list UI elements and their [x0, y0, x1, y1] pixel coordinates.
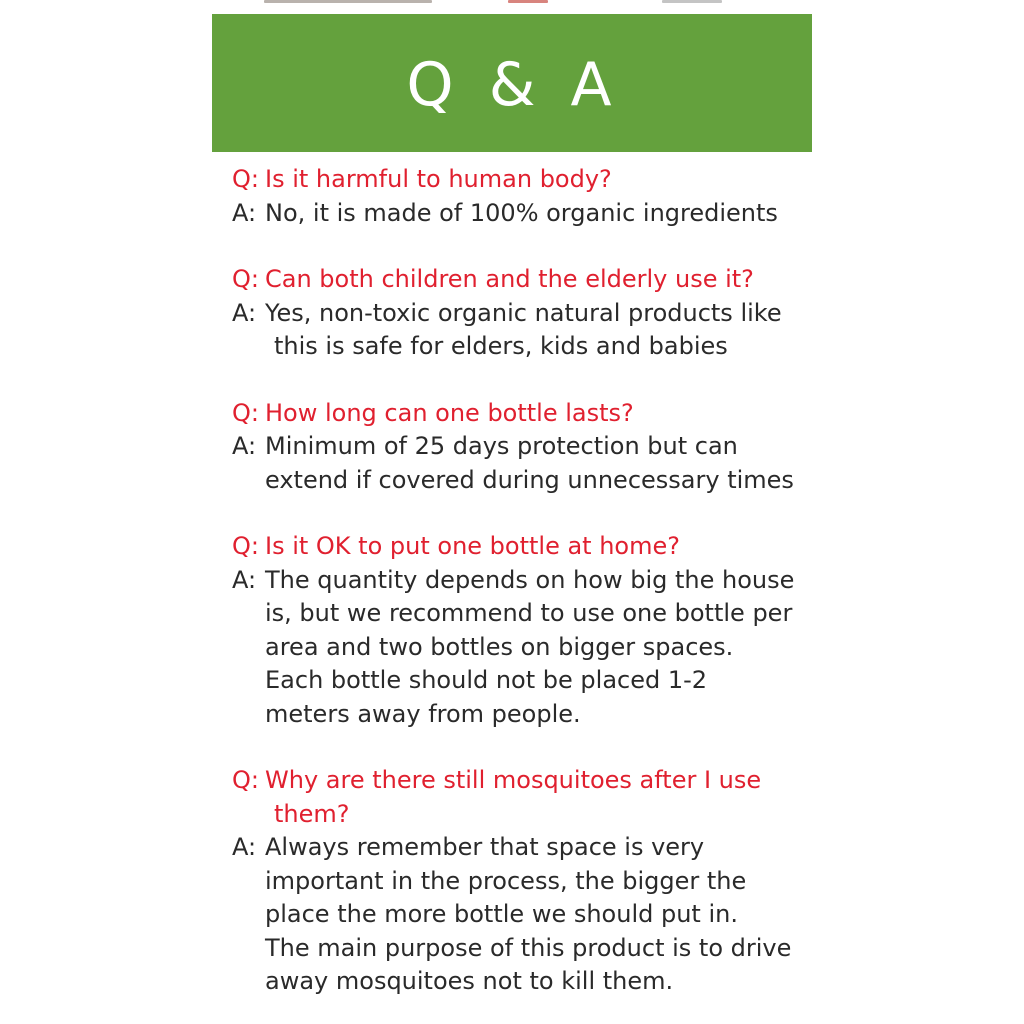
question-text-line: them? [274, 799, 350, 828]
question-text-line: Why are there still mosquitoes after I use [265, 766, 762, 794]
question-prefix: Q: [232, 398, 259, 427]
qa-item [232, 163, 812, 230]
answer-text [265, 831, 812, 999]
answer-line [232, 197, 812, 231]
question-text-line: Is it harmful to human body? [265, 165, 612, 193]
question-line [232, 530, 812, 564]
answer-text-line: important in the process, the bigger the [265, 866, 747, 895]
answer-text [265, 430, 812, 497]
answer-text-line: Yes, non-toxic organic natural products like [265, 298, 782, 327]
answer-line [232, 564, 812, 732]
top-image-edge [212, 0, 812, 5]
answer-text-line: The main purpose of this product is to drive [265, 933, 792, 962]
answer-line [232, 430, 812, 497]
answer-line [232, 831, 812, 999]
question-text [265, 530, 812, 564]
question-text-line: Can both children and the elderly use it? [265, 265, 754, 293]
answer-text-line: meters away from people. [265, 699, 581, 728]
answer-text [265, 564, 812, 732]
qa-item [232, 530, 812, 731]
question-text-line: Is it OK to put one bottle at home? [265, 532, 680, 560]
answer-prefix: A: [232, 565, 257, 594]
answer-text-line: area and two bottles on bigger spaces. [265, 632, 734, 661]
answer-text-line: this is safe for elders, kids and babies [274, 332, 728, 360]
answer-text-line: Each bottle should not be placed 1-2 [265, 666, 708, 694]
question-line [232, 764, 812, 831]
question-prefix: Q: [232, 766, 259, 794]
question-text [265, 397, 812, 431]
qa-list [232, 163, 812, 1024]
answer-text-line: place the more bottle we should put in. [265, 900, 738, 928]
answer-prefix: A: [232, 432, 257, 460]
answer-text-line: is, but we recommend to use one bottle per [265, 599, 793, 627]
answer-text-line: The quantity depends on how big the house [265, 565, 795, 594]
question-prefix: Q: [232, 532, 259, 560]
question-text [265, 764, 812, 831]
qa-item [232, 263, 812, 364]
answer-text-line: Minimum of 25 days protection but can [265, 432, 738, 460]
question-prefix: Q: [232, 265, 259, 293]
answer-text-line: No, it is made of 100% organic ingredients [265, 198, 778, 227]
answer-text [265, 297, 812, 364]
qa-item [232, 397, 812, 498]
top-edge-mark [662, 0, 722, 3]
answer-text-line: Always remember that space is very [265, 833, 705, 861]
page-title: Q & A [406, 50, 618, 120]
question-line [232, 263, 812, 297]
answer-line [232, 297, 812, 364]
answer-text-line: away mosquitoes not to kill them. [265, 967, 674, 995]
answer-text-line: extend if covered during unnecessary times [265, 465, 794, 494]
answer-text [265, 197, 812, 231]
question-line [232, 397, 812, 431]
question-text-line: How long can one bottle lasts? [265, 398, 634, 427]
top-edge-mark [264, 0, 432, 3]
top-edge-mark [508, 0, 548, 3]
qa-header-banner [212, 14, 812, 152]
qa-item [232, 764, 812, 999]
question-line [232, 163, 812, 197]
answer-prefix: A: [232, 833, 257, 861]
question-prefix: Q: [232, 165, 259, 193]
answer-prefix: A: [232, 298, 257, 327]
question-text [265, 263, 812, 297]
answer-prefix: A: [232, 198, 257, 227]
question-text [265, 163, 812, 197]
